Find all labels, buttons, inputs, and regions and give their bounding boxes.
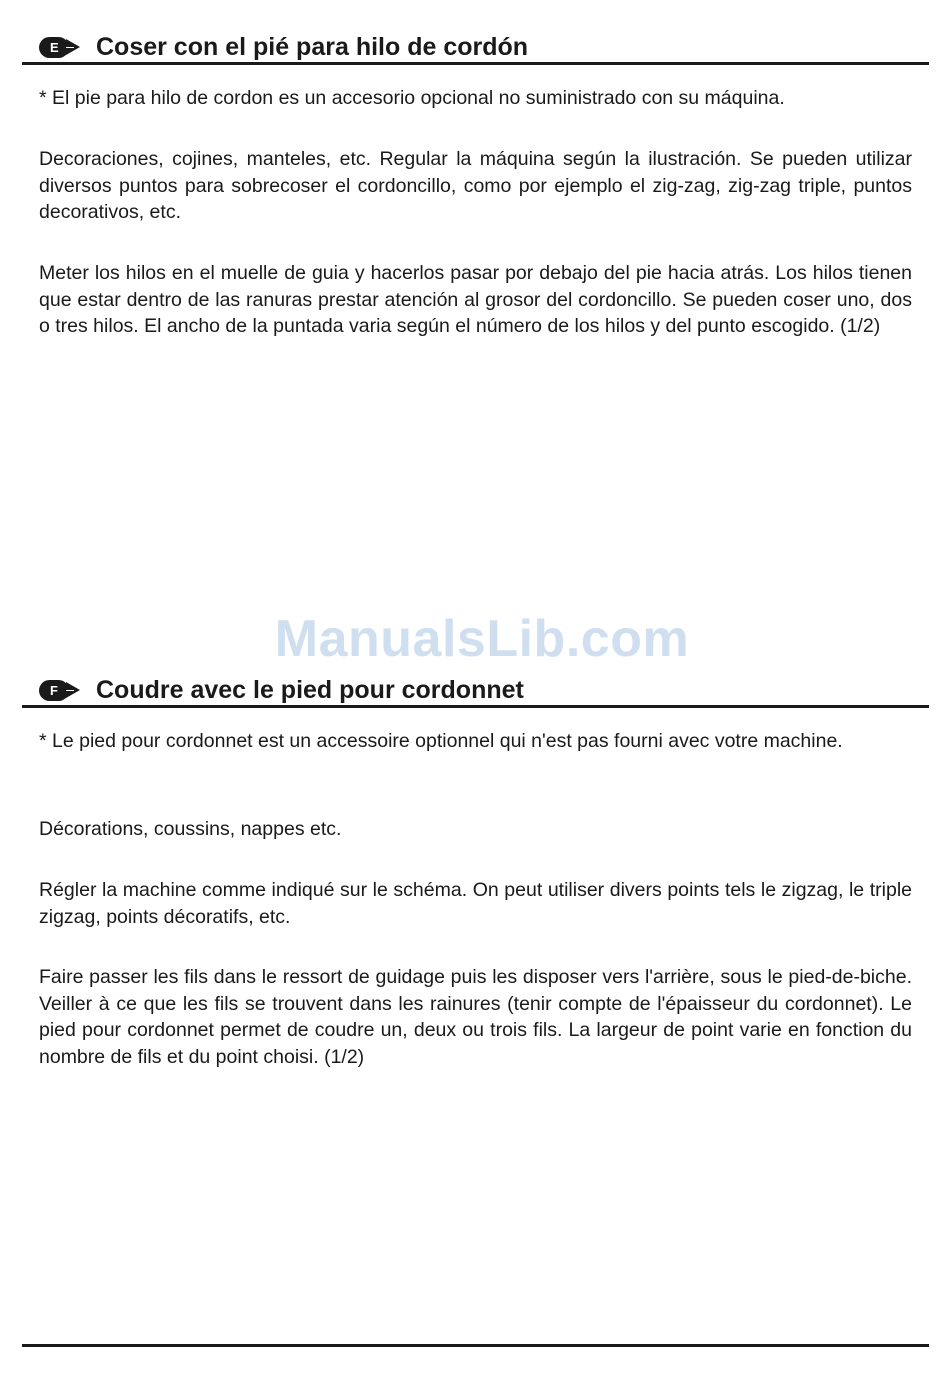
arrow-line (66, 690, 74, 691)
bottom-divider (22, 1344, 929, 1347)
section-title-fr: Coudre avec le pied pour cordonnet (96, 676, 524, 704)
watermark: ManualsLib.com (274, 610, 690, 668)
paragraph-es-1: * El pie para hilo de cordon es un accesorio opcional no suministrado con su máquina. (39, 87, 785, 109)
section-title-es: Coser con el pié para hilo de cordón (96, 33, 529, 61)
paragraph-fr-4: Faire passer les fils dans le ressort de guidage puis les disposer vers l'arrière, sous le pied-de-biche. Veiller à ce que les fils se trouvent dans les rainures (tenir compte de l'épaisseur du cordonnet). Le pied pour cordonnet permet de coudre un, deux ou trois fils. La largeur de point varie en fonction du nombre de fils et du point choisi. (1/2) (39, 966, 912, 1068)
paragraph-fr-1: * Le pied pour cordonnet est un accessoire optionnel qui n'est pas fourni avec votre machine. (39, 730, 843, 752)
section-header-es (22, 26, 929, 65)
paragraph-fr-2: Décorations, coussins, nappes etc. (39, 818, 342, 840)
language-badge-fr (39, 680, 69, 701)
language-badge-label: F (39, 680, 69, 701)
language-badge-es (39, 37, 69, 58)
paragraph-es-2: Decoraciones, cojines, manteles, etc. Regular la máquina según la ilustración. Se pueden utilizar diversos puntos para sobrecoser el cordoncillo, como por ejemplo el zig-zag, zig-zag triple, puntos decorativos, etc. (39, 148, 912, 223)
paragraph-fr-3: Régler la machine comme indiqué sur le schéma. On peut utiliser divers points tels le zigzag, le triple zigzag, points décoratifs, etc. (39, 879, 912, 928)
arrow-line (66, 47, 74, 48)
language-badge-label: E (39, 37, 69, 58)
paragraph-es-3: Meter los hilos en el muelle de guia y hacerlos pasar por debajo del pie hacia atrás. Los hilos tienen que estar dentro de las ranuras prestar atención al grosor del cordoncillo. Se pueden coser uno, dos o tres hilos. El ancho de la puntada varia según el número de los hilos y del punto escogido. (1/2) (39, 262, 912, 337)
section-header-fr (22, 669, 929, 708)
